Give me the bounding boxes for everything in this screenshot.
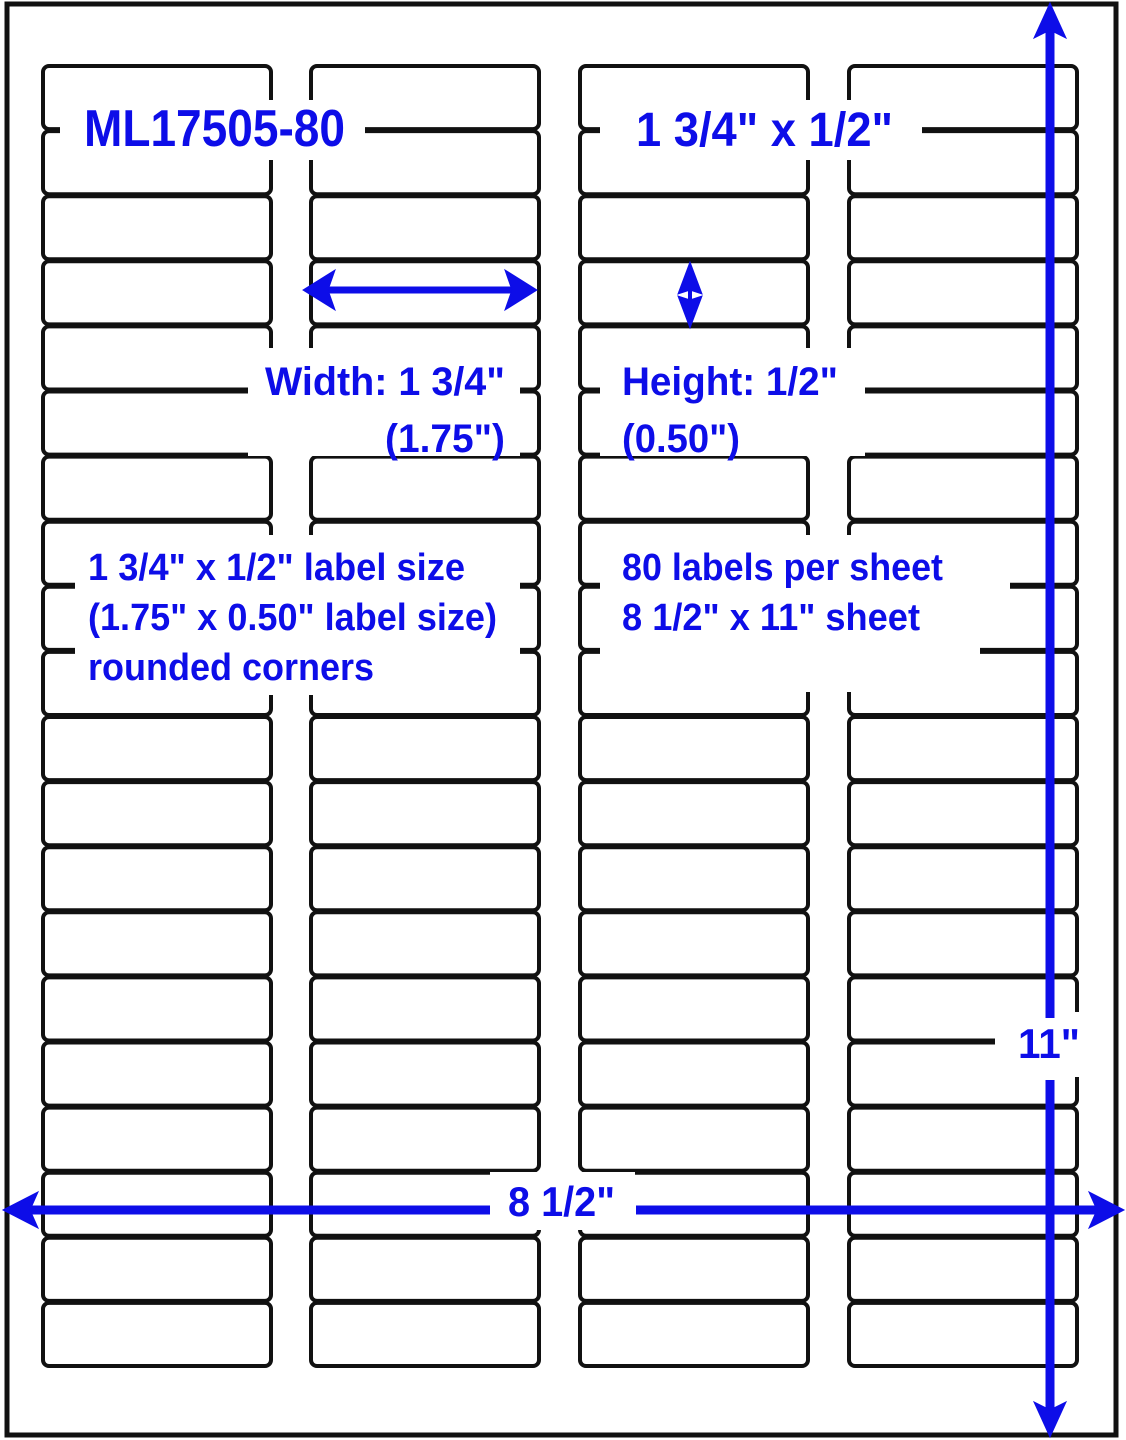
product-code: ML17505-80 <box>84 100 345 158</box>
description-line: (1.75" x 0.50" label size) <box>88 597 497 639</box>
description-line: 1 3/4" x 1/2" label size <box>88 547 465 589</box>
sheet-width-label: 8 1/2" <box>508 1178 615 1225</box>
label-size-title: 1 3/4" x 1/2" <box>636 104 893 157</box>
mask <box>600 640 980 692</box>
sheet-info-line: 80 labels per sheet <box>622 547 944 589</box>
height-label: Height: 1/2" <box>622 360 838 404</box>
height-decimal: (0.50") <box>622 417 740 461</box>
width-decimal: (1.75") <box>385 417 505 461</box>
description-line: rounded corners <box>88 647 374 689</box>
sheet-info-line: 8 1/2" x 11" sheet <box>622 597 921 639</box>
width-label: Width: 1 3/4" <box>265 360 505 404</box>
sheet-height-label: 11" <box>1018 1020 1080 1067</box>
